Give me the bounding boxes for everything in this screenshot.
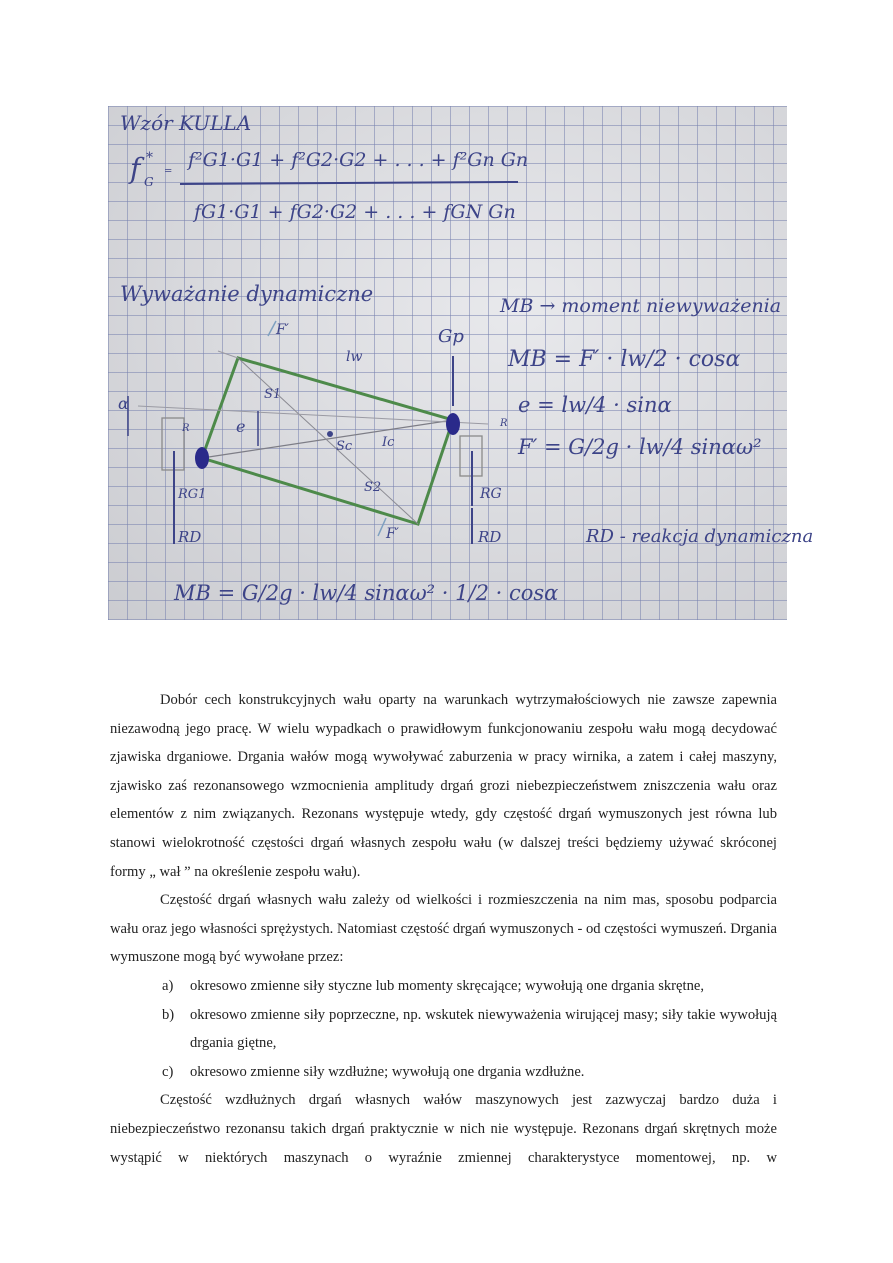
fraction-bar: [180, 182, 518, 184]
eq-e: e = lw/4 · sinα: [518, 393, 672, 417]
forcing-list: [110, 972, 777, 1086]
label-lw: lw: [346, 349, 363, 365]
label-f-top: F′: [276, 322, 289, 338]
label-r-right: R: [500, 418, 508, 429]
list-text: okresowo zmienne siły styczne lub momenty skręcające; wywołują one drgania skrętne,: [190, 977, 705, 994]
paragraph-2: Częstość drgań własnych wału zależy od wielkości i rozmieszczenia na nim mas, sposobu podparcia wału oraz jego własności sprężystych. Natomiast częstość drgań wymuszonych - od częstości wymuszeń. Drgania wymuszone mogą być wywołane przez:: [110, 892, 777, 966]
bottom-equation: MB = G/2g · lw/4 sinαω² · 1/2 · cosα: [174, 581, 559, 605]
list-item: [110, 1058, 777, 1087]
formula-lhs-sub: G: [144, 175, 154, 189]
label-s2: S2: [364, 480, 382, 495]
label-sc: Sc: [336, 439, 353, 454]
list-marker: a): [162, 977, 174, 994]
eq-f: F′ = G/2g · lw/4 sinαω²: [518, 435, 762, 459]
eq-mb: MB = F′ · lw/2 · cosα: [508, 347, 741, 372]
formula-lhs: f: [130, 152, 141, 185]
list-marker: b): [162, 1006, 175, 1023]
svg-text:=: =: [164, 166, 173, 177]
handwritten-diagram: [108, 106, 814, 620]
mb-definition: MB → moment niewyważenia: [500, 295, 782, 317]
label-rg: RG: [480, 486, 502, 502]
body-text: [110, 686, 777, 1172]
label-rd-left: RD: [178, 528, 202, 546]
paragraph-1: Dobór cech konstrukcyjnych wału oparty na warunkach wytrzymałościowych nie zawsze zapewnia niezawodną jego pracę. W wielu wypadkach o prawidłowym funkcjonowaniu zespołu wału mogą decydować zjawiska drganiowe. Drgania wałów mogą wywoływać zaburzenia w pracy wirnika, a zatem i całej maszyny, zjawisko zaś rezonansowego wzmocnienia amplitudy drgań grozi niebezpieczeństwem zniszczenia wału oraz elementów z nim związanych. Rezonans występuje wtedy, gdy częstość drgań wymuszonych jest równa lub stanowi wielokrotność częstości drgań własnych zespołu wału (w dalszej treści będziemy używać skróconej formy „ wał ” na określenie zespołu wału).: [110, 692, 777, 880]
list-marker: c): [162, 1063, 174, 1080]
list-item: [110, 972, 777, 1001]
list-text: okresowo zmienne siły poprzeczne, np. wskutek niewyważenia wirującej masy; siły takie wywołują drgania giętne,: [190, 1006, 777, 1052]
label-f-bottom: F′: [386, 526, 399, 542]
paragraph-3: Częstość wzdłużnych drgań własnych wałów maszynowych jest zazwyczaj bardzo duża i niebezpieczeństwo rezonansu takich drgań praktycznie w nich nie występuje. Rezonans drgań skrętnych może wystąpić w niektórych maszynach o wyraźnie zmiennej charakterystyce momentowej, np. w: [110, 1092, 777, 1166]
list-item: [110, 1001, 777, 1058]
handwritten-notes-photo: [108, 106, 814, 620]
label-r-left: R: [182, 423, 190, 434]
section-heading: Wyważanie dynamiczne: [120, 282, 374, 306]
formula-lhs-sup: *: [146, 150, 153, 166]
label-alpha: α: [118, 394, 129, 413]
label-rg1: RG1: [178, 487, 207, 502]
formula-numerator: f²G1·G1 + f²G2·G2 + . . . + f²Gn Gn: [188, 149, 529, 171]
list-text: okresowo zmienne siły wzdłużne; wywołują one drgania wzdłużne.: [190, 1063, 585, 1080]
label-rd-right: RD: [478, 528, 502, 546]
label-ic: Ic: [382, 435, 395, 450]
formula-denominator: fG1·G1 + fG2·G2 + . . . + fGN Gn: [194, 201, 516, 223]
label-s1: S1: [264, 387, 282, 402]
figure-title: Wzór KULLA: [120, 111, 252, 135]
label-gp: Gp: [438, 326, 464, 347]
label-e: e: [236, 417, 246, 436]
rd-definition: RD - reakcja dynamiczna: [586, 526, 814, 547]
